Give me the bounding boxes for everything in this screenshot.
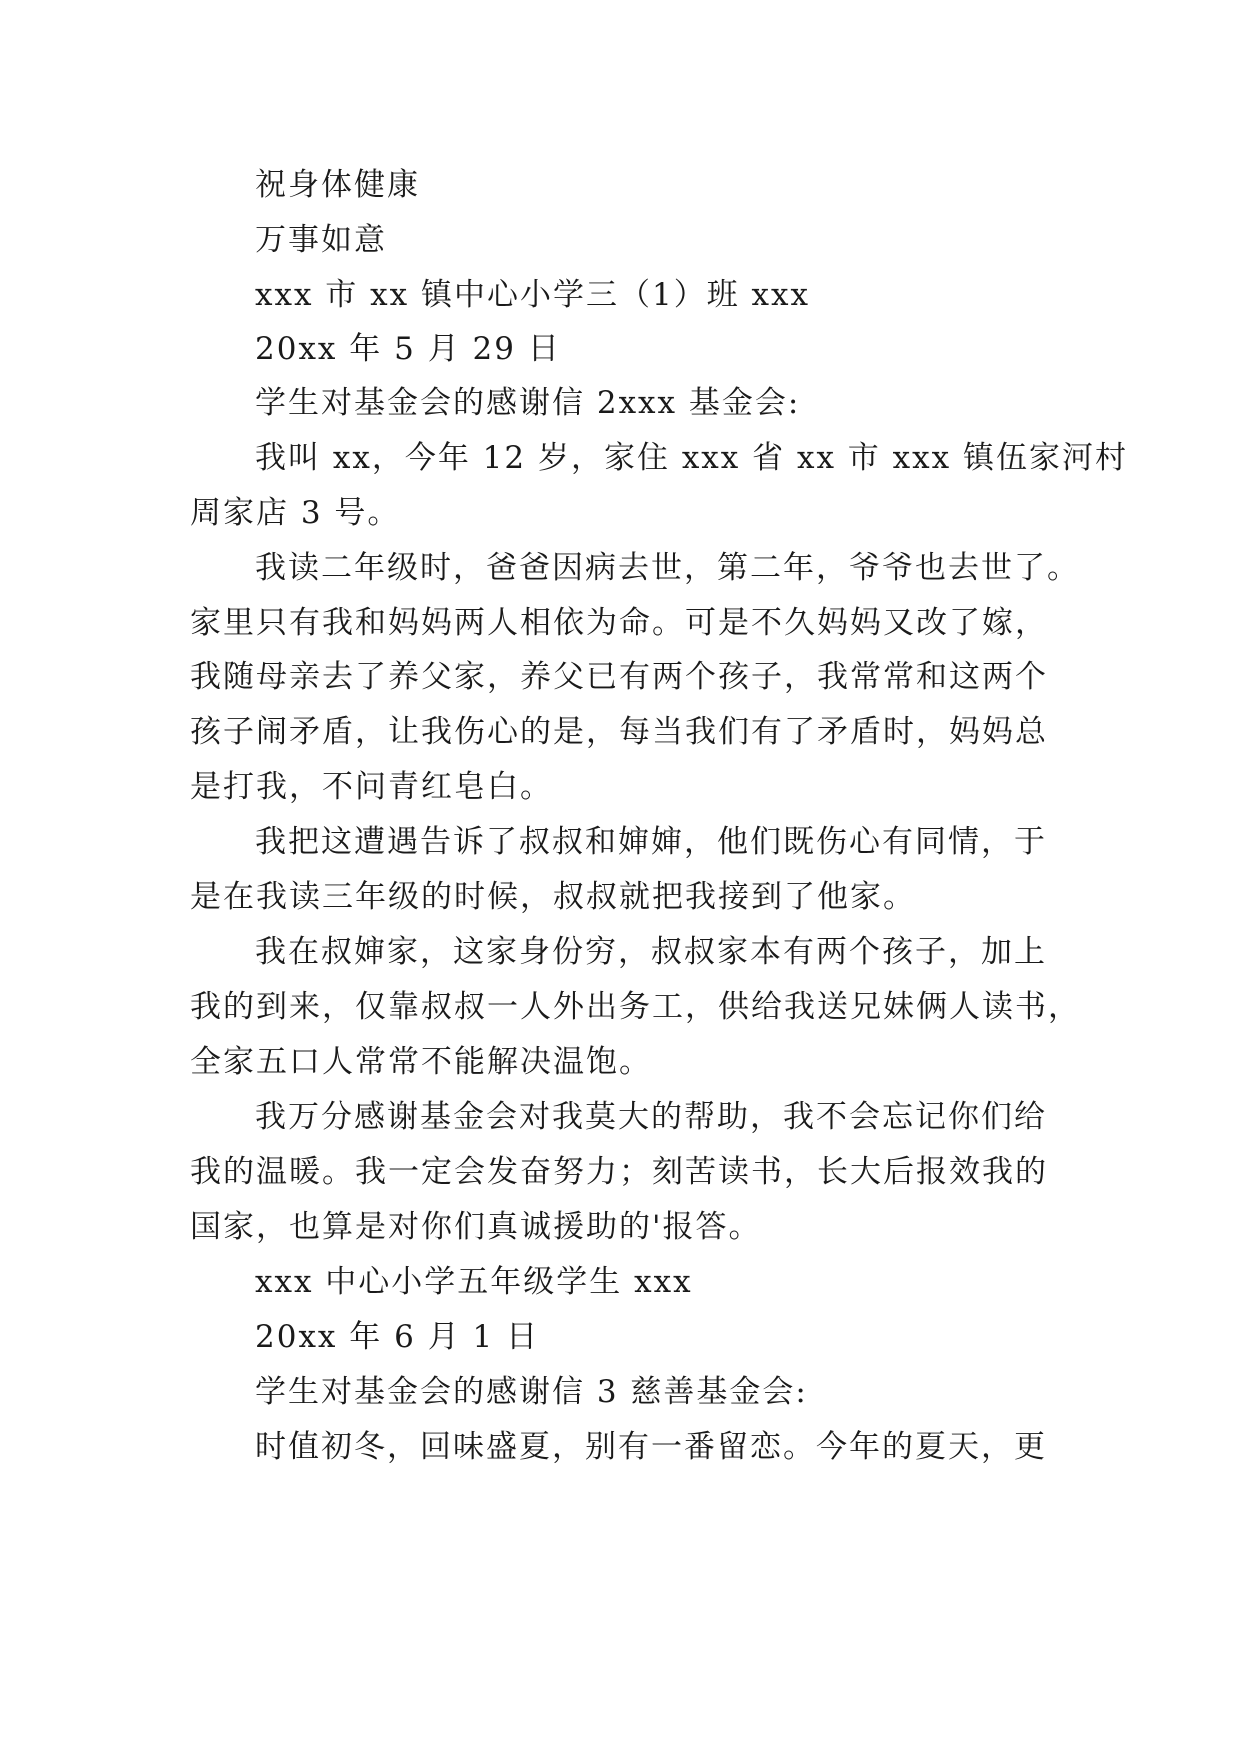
date-line: 20xx 年 6 月 1 日 (255, 1319, 540, 1355)
paragraph-line: 我在叔婶家，这家身份穷，叔叔家本有两个孩子，加上 (255, 934, 1047, 970)
signature-line: xxx 中心小学五年级学生 xxx (255, 1264, 693, 1300)
letter-heading-3: 学生对基金会的感谢信 3 慈善基金会: (255, 1374, 808, 1410)
paragraph-line: 孩子闹矛盾，让我伤心的是，每当我们有了矛盾时，妈妈总 (190, 714, 1048, 750)
paragraph-line: 我把这遭遇告诉了叔叔和婶婶，他们既伤心有同情，于 (255, 824, 1047, 860)
paragraph-line: 我叫 xx，今年 12 岁，家住 xxx 省 xx 市 xxx 镇伍家河村 (255, 440, 1128, 476)
paragraph-line: 家里只有我和妈妈两人相依为命。可是不久妈妈又改了嫁， (190, 605, 1048, 641)
closing-line-2: 万事如意 (255, 222, 387, 258)
paragraph-line: 我的到来，仅靠叔叔一人外出务工，供给我送兄妹俩人读书， (190, 989, 1081, 1025)
paragraph-line: 我的温暖。我一定会发奋努力；刻苦读书，长大后报效我的 (190, 1154, 1048, 1190)
paragraph-line: 全家五口人常常不能解决温饱。 (190, 1044, 652, 1080)
paragraph-line: 时值初冬，回味盛夏，别有一番留恋。今年的夏天，更 (255, 1429, 1047, 1465)
letter-heading-2: 学生对基金会的感谢信 2xxx 基金会: (255, 385, 801, 421)
closing-line-1: 祝身体健康 (255, 167, 420, 203)
paragraph-line: 我万分感谢基金会对我莫大的帮助，我不会忘记你们给 (255, 1099, 1047, 1135)
paragraph-line: 是打我，不问青红皂白。 (190, 769, 553, 805)
paragraph-line: 是在我读三年级的时候，叔叔就把我接到了他家。 (190, 879, 916, 915)
paragraph-line: 国家，也算是对你们真诚援助的'报答。 (190, 1209, 762, 1245)
signature-line: xxx 市 xx 镇中心小学三（1）班 xxx (255, 277, 811, 313)
paragraph-line: 我随母亲去了养父家，养父已有两个孩子，我常常和这两个 (190, 659, 1048, 695)
date-line: 20xx 年 5 月 29 日 (255, 331, 561, 367)
paragraph-line: 周家店 3 号。 (190, 495, 401, 531)
paragraph-line: 我读二年级时，爸爸因病去世，第二年，爷爷也去世了。 (255, 550, 1080, 586)
